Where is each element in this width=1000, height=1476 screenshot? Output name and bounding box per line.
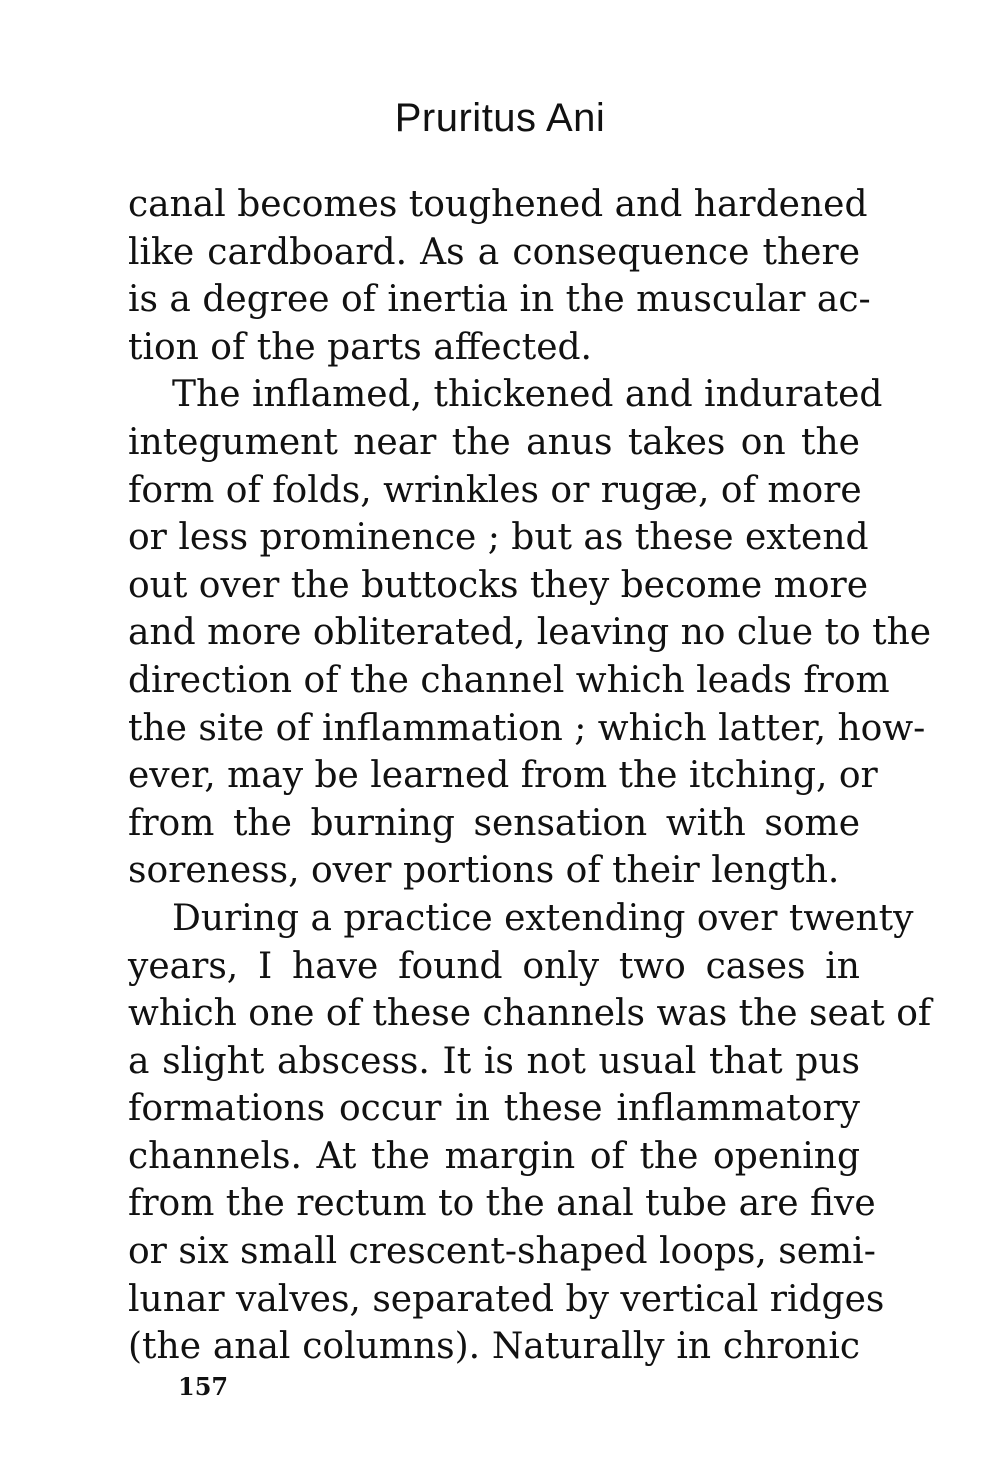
text-line: years, I have found only two cases in (128, 945, 860, 987)
text-line: ever, may be learned from the itching, or (128, 755, 878, 797)
running-title: Pruritus Ani (394, 96, 606, 140)
text-line: During a practice extending over twenty (172, 897, 914, 939)
text-line: formations occur in these inflammatory (128, 1088, 860, 1130)
text-line: the site of inflammation ; which latter, how- (128, 707, 926, 749)
text-line: The inflamed, thickened and indurated (172, 374, 883, 416)
body-text (128, 181, 932, 1371)
page-number: 157 (178, 1372, 229, 1401)
text-line: and more obliterated, leaving no clue to the (128, 612, 932, 654)
text-line: direction of the channel which leads from (128, 659, 890, 701)
text-line: lunar valves, separated by vertical ridges (128, 1278, 885, 1320)
text-line: or six small crescent-shaped loops, semi- (128, 1231, 876, 1273)
text-line: which one of these channels was the seat of (128, 993, 932, 1035)
text-line: like cardboard. As a consequence there (128, 231, 860, 273)
text-line: tion of the parts affected. (128, 326, 592, 368)
text-line: from the rectum to the anal tube are five (128, 1183, 876, 1225)
text-line: channels. At the margin of the opening (128, 1135, 860, 1177)
text-line: out over the buttocks they become more (128, 564, 869, 606)
text-line: form of folds, wrinkles or rugæ, of more (128, 469, 862, 511)
text-line: or less prominence ; but as these extend (128, 517, 869, 559)
text-line: integument near the anus takes on the (128, 421, 860, 463)
text-line: from the burning sensation with some (128, 802, 860, 844)
text-line: soreness, over portions of their length. (128, 850, 840, 892)
text-line: canal becomes toughened and hardened (128, 184, 868, 225)
text-line: a slight abscess. It is not usual that pus (128, 1040, 860, 1082)
text-line: is a degree of inertia in the muscular ac- (128, 279, 871, 321)
text-line: (the anal columns). Naturally in chronic (128, 1326, 860, 1368)
